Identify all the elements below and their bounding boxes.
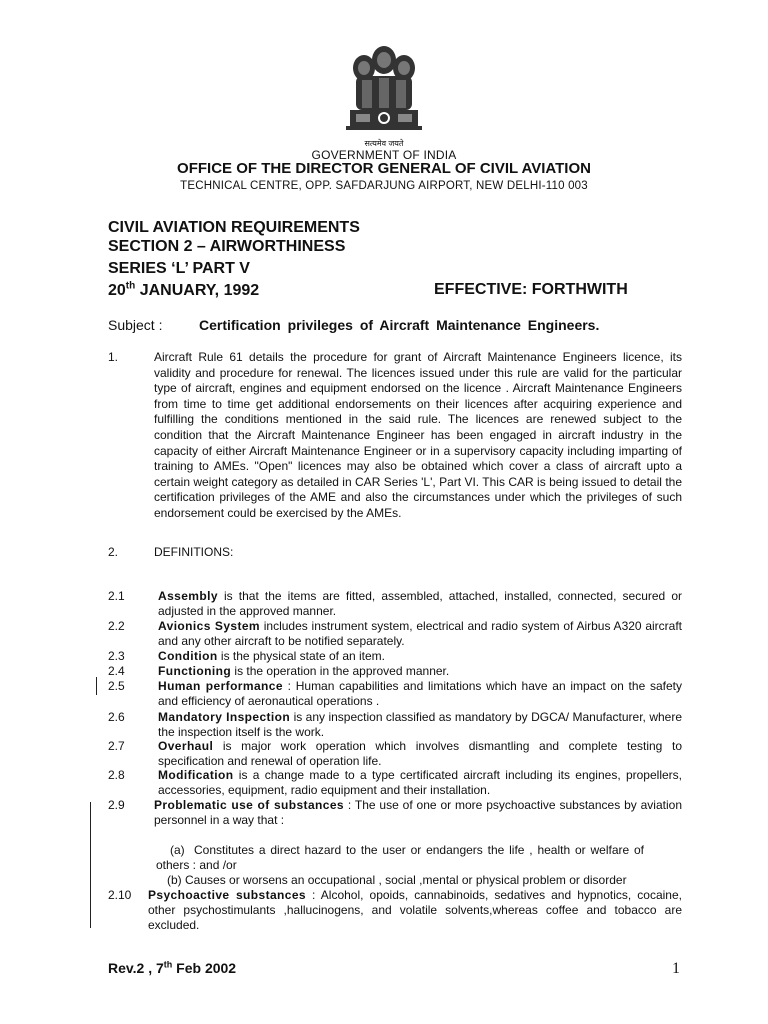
car-date: 20th JANUARY, 1992 [108,280,260,299]
def-number: 2.10 [108,888,132,902]
def-2-4: Functioning is the operation in the approved manner. [158,664,450,678]
emblem-motto: सत्यमेव जयते [364,139,404,148]
def-2-9: Problematic use of substances : The use of one or more psychoactive substances by aviation personnel in a way that : [154,798,682,827]
def-number: 2.3 [108,649,125,663]
car-series: SERIES ‘L’ PART V [108,260,250,277]
car-title: CIVIL AVIATION REQUIREMENTS [108,219,360,236]
def-2-2: Avionics System includes instrument system, electrical and radio system of Airbus A320 aircraft and any other aircraft to be notified separately. [158,619,682,648]
def-2-3: Condition is the physical state of an item. [158,649,386,663]
subject-title: Certification privileges of Aircraft Maintenance Engineers. [199,317,600,333]
revision-footer: Rev.2 , 7th Feb 2002 [108,959,237,976]
def-number: 2.9 [108,798,125,812]
def-2-5: Human performance : Human capabilities and limitations which have an impact on the safety and efficiency of aeronautical operations . [158,679,682,708]
effective-date: EFFECTIVE: FORTHWITH [434,281,628,298]
national-emblem-icon [334,40,434,152]
revision-bar [90,802,91,928]
def-number: 2.2 [108,619,125,633]
def-number: 2.1 [108,589,125,603]
para-1-text: Aircraft Rule 61 details the procedure for grant of Aircraft Maintenance Engineers licence, its validity and procedure for renewal. The licences issued under this rule are valid for the particular type of aircraft, engines and equipment endorsed on the licence . Aircraft Maintenance Engineers from time to time get additional endorsements on their licences after acquiring experience and fulfilling the conditions mentioned in the said rule. The licences are renewed subject to the condition that the Aircraft Maintenance Engineer has been engaged in aircraft industry in the capacity of either Aircraft Maintenance Engineer or in a supervisory capacity including imparting of training to AMEs. "Open" licences may also be obtained which cover a class of aircraft upto a certain weight category as detailed in CAR Series 'L', Part VI. This CAR is being issued to detail the certification privileges of the AME and also the circumstances under which the privileges of such endorsement could be exercised by the AMEs. [154,350,682,520]
para-2-number: 2. [108,545,119,559]
office-heading: OFFICE OF THE DIRECTOR GENERAL OF CIVIL AVIATION [177,160,591,177]
def-number: 2.8 [108,768,125,782]
def-2-8: Modification is a change made to a type certificated aircraft including its engines, propellers, accessories, equipment, radio equipment and their installation. [158,768,682,797]
def-2-1: Assembly is that the items are fitted, assembled, attached, installed, connected, secured or adjusted in the approved manner. [158,589,682,618]
def-number: 2.5 [108,679,125,693]
office-address: TECHNICAL CENTRE, OPP. SAFDARJUNG AIRPORT, NEW DELHI-110 003 [180,180,588,192]
def-2-10: Psychoactive substances : Alcohol, opoids, cannabinoids, sedatives and hypnotics, cocaine, other psychostimulants ,hallucinogens, and volatile solvents,whereas coffee and tobacco are excluded. [148,888,682,932]
def-number: 2.6 [108,710,125,724]
revision-bar [96,677,97,695]
subject-label: Subject : [108,317,163,333]
government-heading: GOVERNMENT OF INDIA [311,148,457,162]
def-2-6: Mandatory Inspection is any inspection classified as mandatory by DGCA/ Manufacturer, where the inspection itself is the work. [158,710,683,739]
page-number: 1 [672,960,680,977]
def-number: 2.7 [108,739,125,753]
def-number: 2.4 [108,664,125,678]
car-section: SECTION 2 – AIRWORTHINESS [108,238,346,255]
para-1-number: 1. [108,350,119,364]
para-2-text: DEFINITIONS: [154,545,234,559]
subitem-a-label: (a) [170,843,185,857]
subitem-a-text: Constitutes a direct hazard to the user or endangers the life , health or welfare of others : and /or [156,843,644,872]
def-2-7: Overhaul is major work operation which involves dismantling and complete testing to specification and renewal of operation life. [158,739,682,768]
subitem-b: (b) Causes or worsens an occupational , social ,mental or physical problem or disorder [167,873,627,887]
